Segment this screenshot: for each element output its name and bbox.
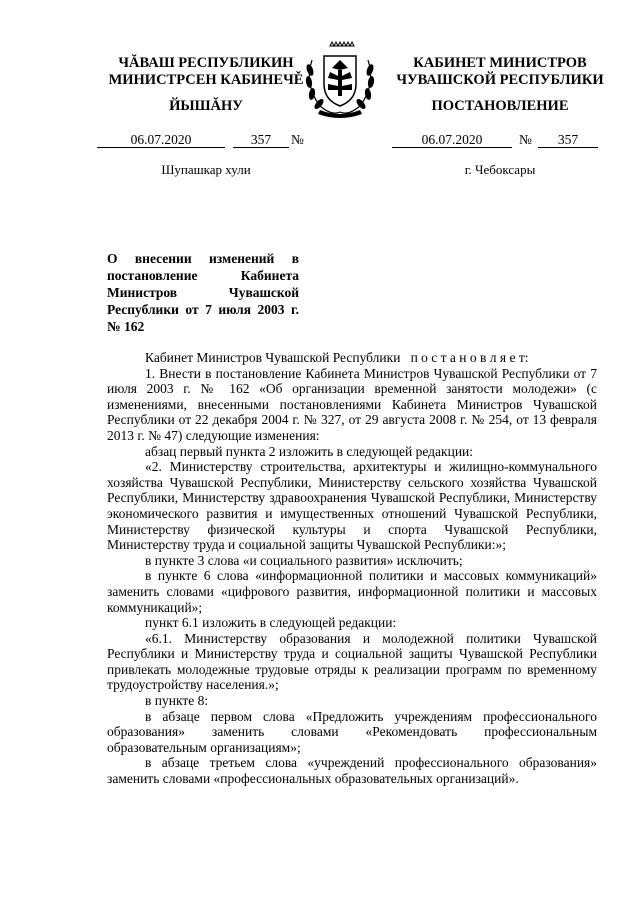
document-subject: О внесении изменений в постановление Кабинета Министров Чувашской Республики от 7 июля 2003 г. № 162	[107, 251, 299, 334]
body-paragraph: «6.1. Министерству образования и молодежной политики Чувашской Республики и Министерству труда и социальной защиты Чувашской Республики привлекать молодежные трудовые отряды к реализации программ по временному трудоустройству населения.»;	[107, 630, 597, 693]
number-sign-left: №	[291, 132, 304, 147]
body-paragraph: в пункте 6 слова «информационной политики и массовых коммуникаций» заменить словами «цифрового развития, информационной политики и массовых коммуникаций»;	[107, 568, 597, 615]
number-right: 357	[538, 132, 598, 148]
intro-verb: п о с т а н о в л я е т:	[410, 350, 529, 365]
number-sign-right: №	[519, 132, 532, 147]
date-right: 06.07.2020	[392, 132, 512, 148]
date-number-left	[97, 132, 317, 148]
body-paragraph: пункт 6.1 изложить в следующей редакции:	[145, 615, 397, 631]
body-paragraph: 1. Внести в постановление Кабинета Министров Чувашской Республики от 7 июля 2003 г. № 162 «Об организации временной занятости молодежи» (с изменениями, внесенными постановлениями Кабинета Министров Чувашской Республики от 22 декабря 2004 г. № 327, от 29 августа 2008 г. № 254, от 13 февраля 2013 г. № 47) следующие изменения:	[107, 365, 597, 443]
body-paragraph: абзац первый пункта 2 изложить в следующей редакции:	[145, 443, 474, 459]
header-right-line1: КАБИНЕТ МИНИСТРОВ	[413, 55, 587, 71]
intro-paragraph	[107, 350, 597, 366]
city-left: Шупашкар хули	[161, 162, 251, 177]
header-left-line1: ЧĂВАШ РЕСПУБЛИКИН	[118, 55, 294, 71]
intro-prefix: Кабинет Министров Чувашской Республики	[145, 350, 401, 365]
header-left-title	[96, 55, 316, 89]
body-paragraph: в абзаце третьем слова «учреждений профессионального образования» заменить словами «профессиональных образовательных организаций».	[107, 755, 597, 787]
body-paragraph: в пункте 3 слова «и социального развития» исключить;	[145, 552, 463, 568]
body-paragraph: в абзаце первом слова «Предложить учреждениям профессионального образования» заменить словами «Рекомендовать профессиональным образовательным организациям»;	[107, 708, 597, 755]
body-paragraph: «2. Министерству строительства, архитектуры и жилищно-коммунального хозяйства Чувашской Республики, Министерству сельского хозяйства Чувашской Республики, Министерству здравоохранения Чувашской Республики, Министерству экономического развития и имущественных отношений Чувашской Республики, Министерству физической культуры и спорта Чувашской Республики, Министерству труда и социальной защиты Чувашской Республики:»;	[107, 459, 597, 553]
date-left: 06.07.2020	[97, 132, 225, 148]
city-right: г. Чебоксары	[464, 162, 536, 177]
doctype-right: ПОСТАНОВЛЕНИЕ	[431, 98, 569, 114]
document-body	[107, 350, 597, 787]
number-left: 357	[233, 132, 289, 148]
header-left-line2: МИНИСТРСЕН КАБИНЕЧĚ	[108, 72, 304, 88]
date-number-right	[392, 132, 612, 148]
doctype-left: ЙЫШĂНУ	[169, 98, 243, 114]
header-right-title	[390, 55, 610, 89]
header-right-line2: ЧУВАШСКОЙ РЕСПУБЛИКИ	[396, 72, 604, 88]
body-paragraph: в пункте 8:	[145, 693, 209, 709]
